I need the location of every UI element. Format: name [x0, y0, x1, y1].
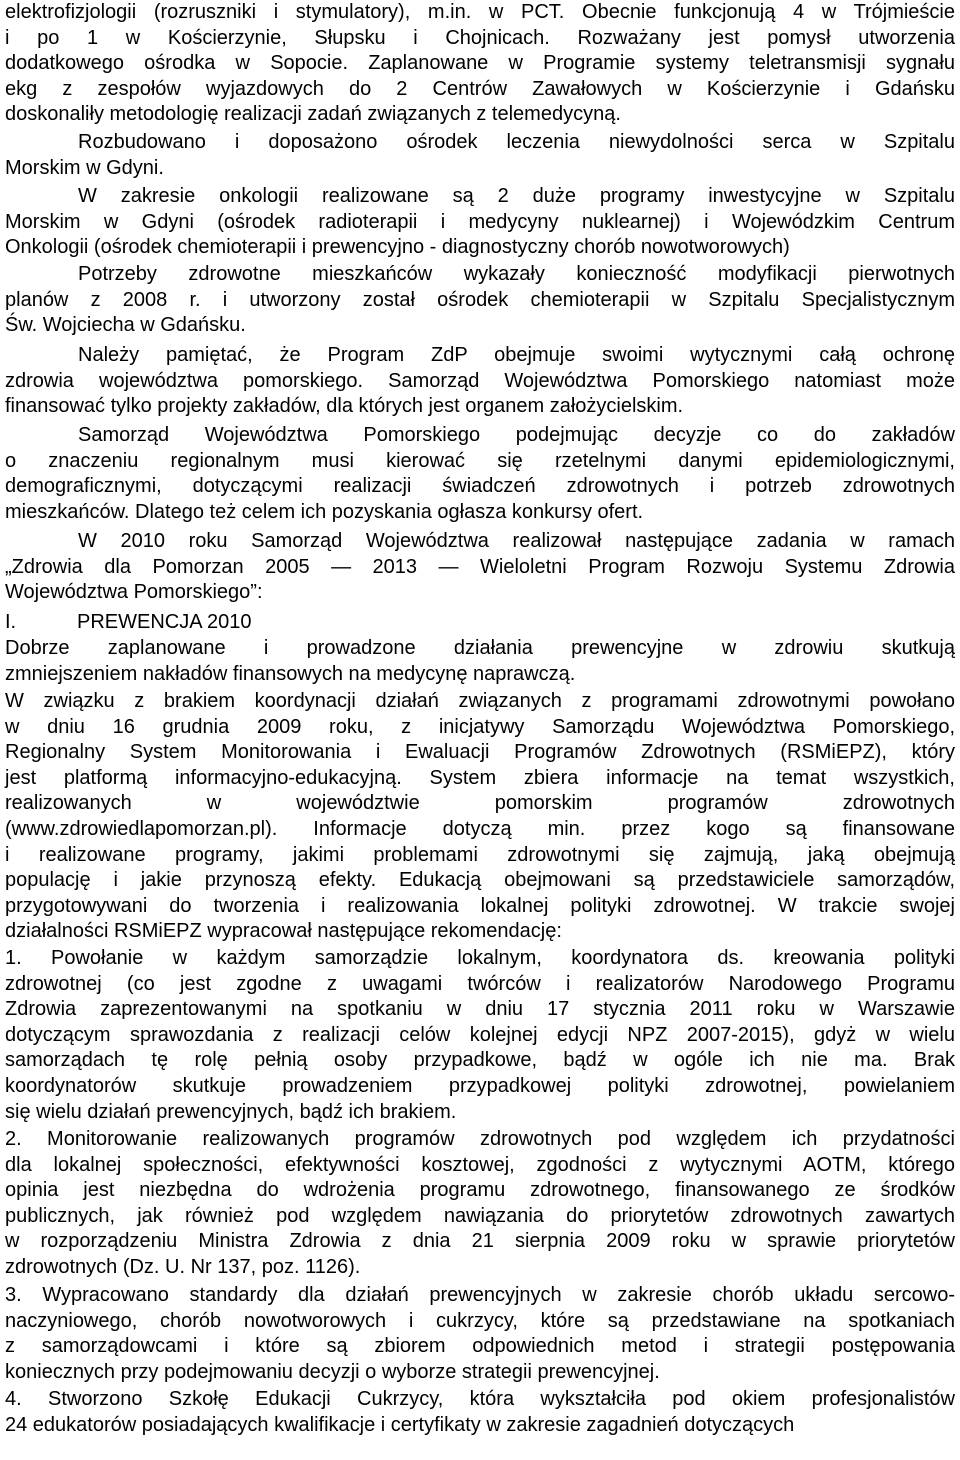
text-line: demograficznymi, dotyczącymi realizacji świadczeń zdrowotnych i potrzeb zdrowotnych: [5, 475, 955, 498]
text-line: dotyczącym sprawozdania z realizacji celów kolejnej edycji NPZ 2007-2015), gdyż w wielu: [5, 1023, 955, 1046]
text-line: o znaczeniu regionalnym musi kierować się rzetelnymi danymi epidemiologicznymi,: [5, 449, 955, 472]
text-line: elektrofizjologii (rozruszniki i stymulatory), m.in. w PCT. Obecnie funkcjonują 4 w Trójmieście: [5, 1, 955, 23]
text-line: samorządach tę rolę pełnią osoby przypadkowe, bądź w ogóle ich nie ma. Brak: [5, 1049, 955, 1072]
list-item-recommendation-3: [5, 1283, 955, 1385]
text-line: naczyniowego, chorób nowotworowych i cukrzycy, które są przedstawiane na spotkaniach: [5, 1309, 955, 1332]
paragraph-prevention-intro: [5, 636, 955, 687]
text-line: 4. Stworzono Szkołę Edukacji Cukrzycy, która wykształciła pod okiem profesjonalistów: [5, 1388, 955, 1410]
text-line: Samorząd Województwa Pomorskiego podejmując decyzje co do zakładów: [78, 424, 955, 446]
section-number: I.: [5, 611, 17, 633]
text-line: zmniejszeniem nakładów finansowych na medycynę naprawczą.: [5, 662, 576, 685]
paragraph-cardiology-centres: [5, 0, 955, 128]
paragraph-rsmiepz: [5, 689, 955, 945]
text-line: dla lokalnej społeczności, efektywności kosztowej, zgodności z wytycznymi AOTM, którego: [5, 1153, 955, 1176]
text-line: działalności RSMiEPZ wypracował następujące rekomendację:: [5, 920, 562, 943]
text-line: Św. Wojciecha w Gdańsku.: [5, 314, 246, 337]
text-line: W zakresie onkologii realizowane są 2 duże programy inwestycyjne w Szpitalu: [78, 185, 955, 207]
list-item-recommendation-2: [5, 1127, 955, 1281]
paragraph-heart-failure-centre: [5, 130, 955, 181]
text-line: przygotowywani do tworzenia i realizowania lokalnej polityki zdrowotnej. W trakcie swojej: [5, 894, 955, 917]
section-heading: [5, 610, 252, 636]
text-line: się wielu działań prewencyjnych, bądź ich brakiem.: [5, 1100, 457, 1123]
text-line: ekg z zespołów wyjazdowych do 2 Centrów Zawałowych w Kościerzynie i Gdańsku: [5, 77, 955, 100]
text-line: i po 1 w Kościerzynie, Słupsku i Chojnicach. Rozważany jest pomysł utworzenia: [5, 26, 955, 49]
section-title: PREWENCJA 2010: [77, 611, 252, 633]
text-line: zdrowotnej (co jest zgodne z uwagami twórców i realizatorów Narodowego Programu: [5, 972, 955, 995]
text-line: populację i jakie przynoszą efekty. Edukacją obejmowani są przedstawiciele samorządów,: [5, 869, 955, 892]
text-line: w dniu 16 grudnia 2009 roku, z inicjatywy Samorządu Województwa Pomorskiego,: [5, 715, 955, 738]
text-line: Rozbudowano i doposażono ośrodek leczenia niewydolności serca w Szpitalu: [78, 131, 955, 153]
paragraph-regional-decisions: [5, 423, 955, 525]
text-line: Należy pamiętać, że Program ZdP obejmuje swoimi wytycznymi całą ochronę: [78, 344, 955, 366]
text-line: publicznych, jak również pod względem nawiązania do priorytetów zdrowotnych zawartych: [5, 1204, 955, 1227]
text-line: 24 edukatorów posiadających kwalifikacje i certyfikaty w zakresie zagadnień dotyczących: [5, 1413, 795, 1436]
text-line: Onkologii (ośrodek chemioterapii i prewencyjno - diagnostyczny chorób nowotworowych): [5, 236, 790, 259]
text-line: Województwa Pomorskiego”:: [5, 581, 263, 604]
text-line: Potrzeby zdrowotne mieszkańców wykazały konieczność modyfikacji pierwotnych: [78, 263, 955, 285]
text-line: finansować tylko projekty zakładów, dla których jest organem założycielskim.: [5, 395, 684, 418]
text-line: Regionalny System Monitorowania i Ewaluacji Programów Zdrowotnych (RSMiEPZ), który: [5, 741, 955, 764]
text-line: zdrowotnych (Dz. U. Nr 137, poz. 1126).: [5, 1255, 361, 1278]
text-line: 2. Monitorowanie realizowanych programów zdrowotnych pod względem ich przydatności: [5, 1128, 955, 1150]
text-line: doskonaliły metodologię realizacji zadań związanych z telemedycyną.: [5, 103, 621, 126]
paragraph-health-needs: [5, 262, 955, 339]
text-line: opinia jest niezbędna do wdrożenia programu zdrowotnego, finansowanego ze środków: [5, 1179, 955, 1202]
text-line: Zdrowia zaprezentowanymi na spotkaniu w dniu 17 stycznia 2011 roku w Warszawie: [5, 998, 955, 1021]
text-line: „Zdrowia dla Pomorzan 2005 — 2013 — Wieloletni Program Rozwoju Systemu Zdrowia: [5, 555, 955, 578]
text-line: koordynatorów skutkuje prowadzeniem przypadkowej polityki zdrowotnej, powielaniem: [5, 1074, 955, 1097]
text-line: 3. Wypracowano standardy dla działań prewencyjnych w zakresie chorób układu sercowo-: [5, 1284, 955, 1306]
paragraph-program-zdp: [5, 343, 955, 420]
text-line: w rozporządzeniu Ministra Zdrowia z dnia 21 sierpnia 2009 roku w sprawie priorytetów: [5, 1230, 955, 1253]
text-line: Morskim w Gdyni (ośrodek radioterapii i medycyny nuklearnej) i Wojewódzkim Centrum: [5, 210, 955, 233]
text-line: jest platformą informacyjno-edukacyjną. System zbiera informacje na temat wszystkich,: [5, 766, 955, 789]
text-line: koniecznych przy podejmowaniu decyzji o wyborze strategii prewencyjnej.: [5, 1360, 660, 1383]
text-line: Dobrze zaplanowane i prowadzone działania prewencyjne w zdrowiu skutkują: [5, 637, 955, 659]
text-line: zdrowia województwa pomorskiego. Samorząd Województwa Pomorskiego natomiast może: [5, 369, 955, 392]
text-line: dodatkowego ośrodka w Sopocie. Zaplanowane w Programie systemy teletransmisji sygnału: [5, 52, 955, 75]
text-line: realizowanych w województwie pomorskim programów zdrowotnych: [5, 792, 955, 815]
list-item-recommendation-1: [5, 946, 955, 1125]
text-line: mieszkańców. Dlatego też celem ich pozyskania ogłasza konkursy ofert.: [5, 500, 644, 523]
text-line: z samorządowcami i które są zbiorem odpowiednich metod i strategii postępowania: [5, 1335, 955, 1358]
text-line: (www.zdrowiedlapomorzan.pl). Informacje dotyczą min. przez kogo są finansowane: [5, 817, 955, 840]
text-line: W związku z brakiem koordynacji działań związanych z programami zdrowotnymi powołano: [5, 690, 955, 712]
text-line: planów z 2008 r. i utworzony został ośrodek chemioterapii w Szpitalu Specjalistycznym: [5, 288, 955, 311]
paragraph-oncology-programs: [5, 184, 955, 261]
paragraph-2010-tasks: [5, 529, 955, 606]
text-line: Morskim w Gdyni.: [5, 156, 164, 179]
text-line: W 2010 roku Samorząd Województwa realizował następujące zadania w ramach: [78, 530, 955, 552]
list-item-recommendation-4: [5, 1387, 955, 1438]
text-line: i realizowane programy, jakimi problemami zdrowotnymi się zajmują, jaką obejmują: [5, 843, 955, 866]
text-line: 1. Powołanie w każdym samorządzie lokalnym, koordynatora ds. kreowania polityki: [5, 947, 955, 969]
